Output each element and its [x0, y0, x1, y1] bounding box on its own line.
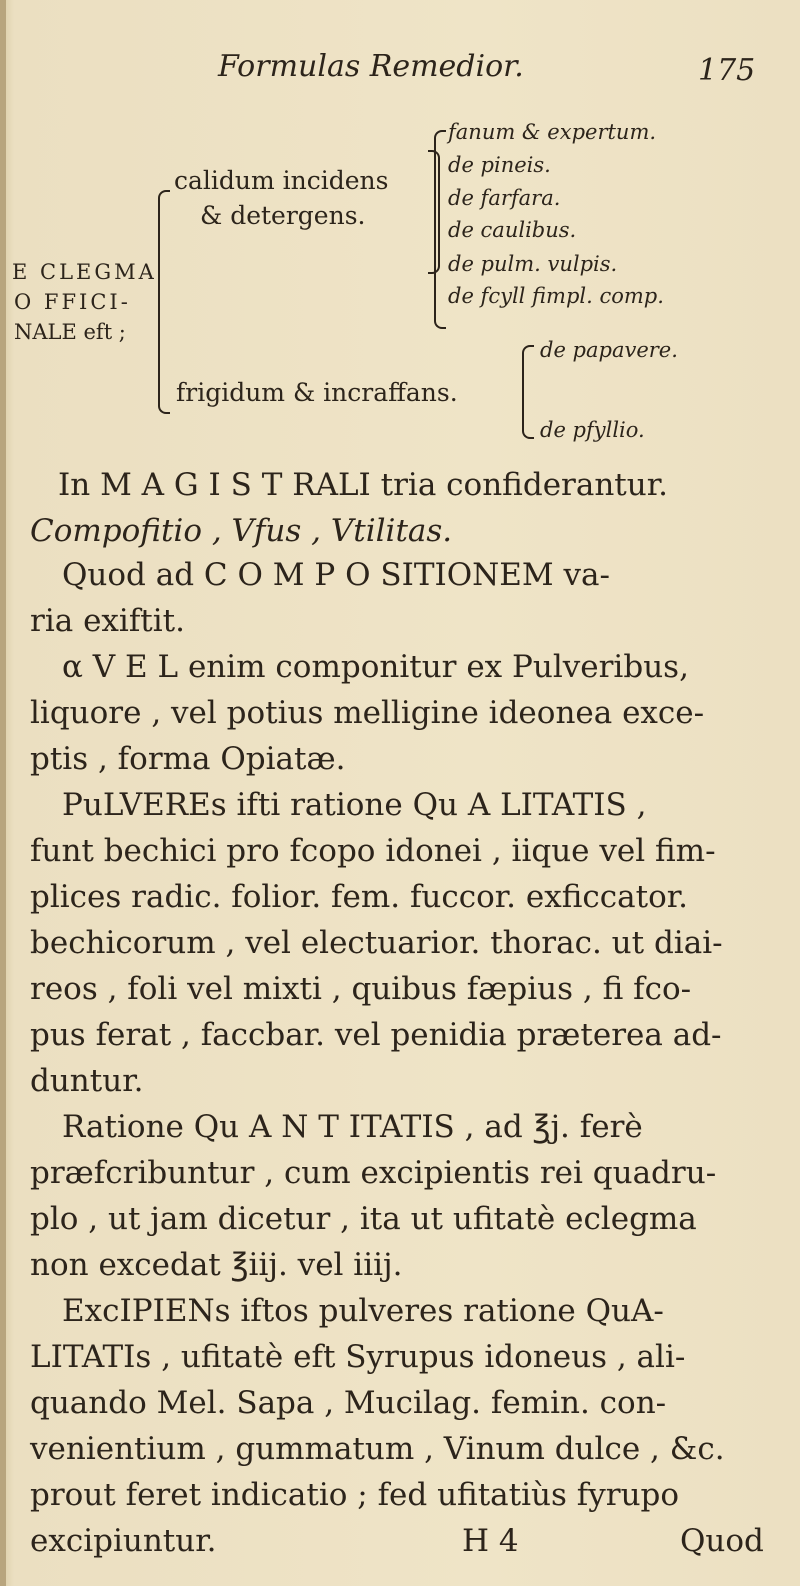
text-line-21: quando Mel. Sapa , Mucilag. femin. con-: [30, 1385, 667, 1421]
running-header-title: Formulas Remedior.: [218, 49, 524, 84]
table-left-label-1: E CLEGMA: [12, 260, 157, 284]
list-two-brace: [522, 345, 534, 439]
page-number: 175: [698, 53, 756, 88]
list-two-item-1: de papavere.: [540, 338, 678, 362]
text-line-15: Ratione Qu A N T ITATIS , ad ℥j. ferè: [62, 1109, 643, 1145]
table-left-label-2: O FFICI-: [14, 290, 131, 314]
main-brace: [158, 190, 170, 414]
page-edge: [0, 0, 6, 1586]
list-one-item-6: de fcyll fimpl. comp.: [448, 284, 664, 308]
text-line-2: Compofitio , Vfus , Vtilitas.: [30, 513, 453, 549]
calidum-line-2: & detergens.: [200, 201, 366, 230]
text-line-22: venientium , gummatum , Vinum dulce , &c.: [30, 1431, 725, 1467]
text-line-17: plo , ut jam dicetur , ita ut ufitatè eclegma: [30, 1201, 697, 1237]
list-one-item-5: de pulm. vulpis.: [448, 252, 618, 276]
calidum-line-1: calidum incidens: [174, 166, 389, 195]
text-line-20: LITATIs , ufitatè eft Syrupus idoneus , ali-: [30, 1339, 686, 1375]
catchword: Quod: [680, 1523, 764, 1559]
text-line-11: bechicorum , vel electuarior. thorac. ut diai-: [30, 925, 723, 961]
text-line-18: non excedat ℥iij. vel iiij.: [30, 1247, 403, 1283]
list-one-brace: [434, 130, 446, 329]
text-line-23: prout feret indicatio ; fed ufitatiùs fyrupo: [30, 1477, 680, 1513]
list-one-item-1: fanum & expertum.: [448, 120, 657, 144]
text-line-9: funt bechici pro fcopo idonei , iique vel fim-: [30, 833, 716, 869]
text-line-14: duntur.: [30, 1063, 144, 1099]
text-line-19: ExcIPIENs iftos pulveres ratione QuA-: [62, 1293, 664, 1329]
list-two-item-2: de pfyllio.: [540, 418, 645, 442]
list-one-item-3: de farfara.: [448, 186, 561, 210]
text-line-12: reos , foli vel mixti , quibus fæpius , fi fco-: [30, 971, 692, 1007]
list-one-item-4: de caulibus.: [448, 218, 577, 242]
text-line-1: In M A G I S T RALI tria confiderantur.: [58, 467, 668, 503]
text-line-3: Quod ad C O M P O SITIONEM va-: [62, 557, 610, 593]
list-one-item-2: de pineis.: [448, 153, 551, 177]
table-left-label-3: NALE eft ;: [14, 320, 126, 344]
frigidum-line: frigidum & incraffans.: [176, 378, 458, 407]
text-line-16: præfcribuntur , cum excipientis rei quadru-: [30, 1155, 717, 1191]
text-line-6: liquore , vel potius melligine ideonea exce-: [30, 695, 705, 731]
text-line-5: α V E L enim componitur ex Pulveribus,: [62, 649, 689, 685]
text-line-10: plices radic. folior. fem. fuccor. exficcator.: [30, 879, 688, 915]
text-line-8: PuLVEREs ifti ratione Qu A LITATIS ,: [62, 787, 647, 823]
text-line-24: excipiuntur.: [30, 1523, 217, 1559]
signature-mark: H 4: [462, 1523, 519, 1559]
text-line-13: pus ferat , faccbar. vel penidia præterea ad-: [30, 1017, 722, 1053]
text-line-4: ria exiftit.: [30, 603, 185, 639]
text-line-7: ptis , forma Opiatæ.: [30, 741, 346, 777]
